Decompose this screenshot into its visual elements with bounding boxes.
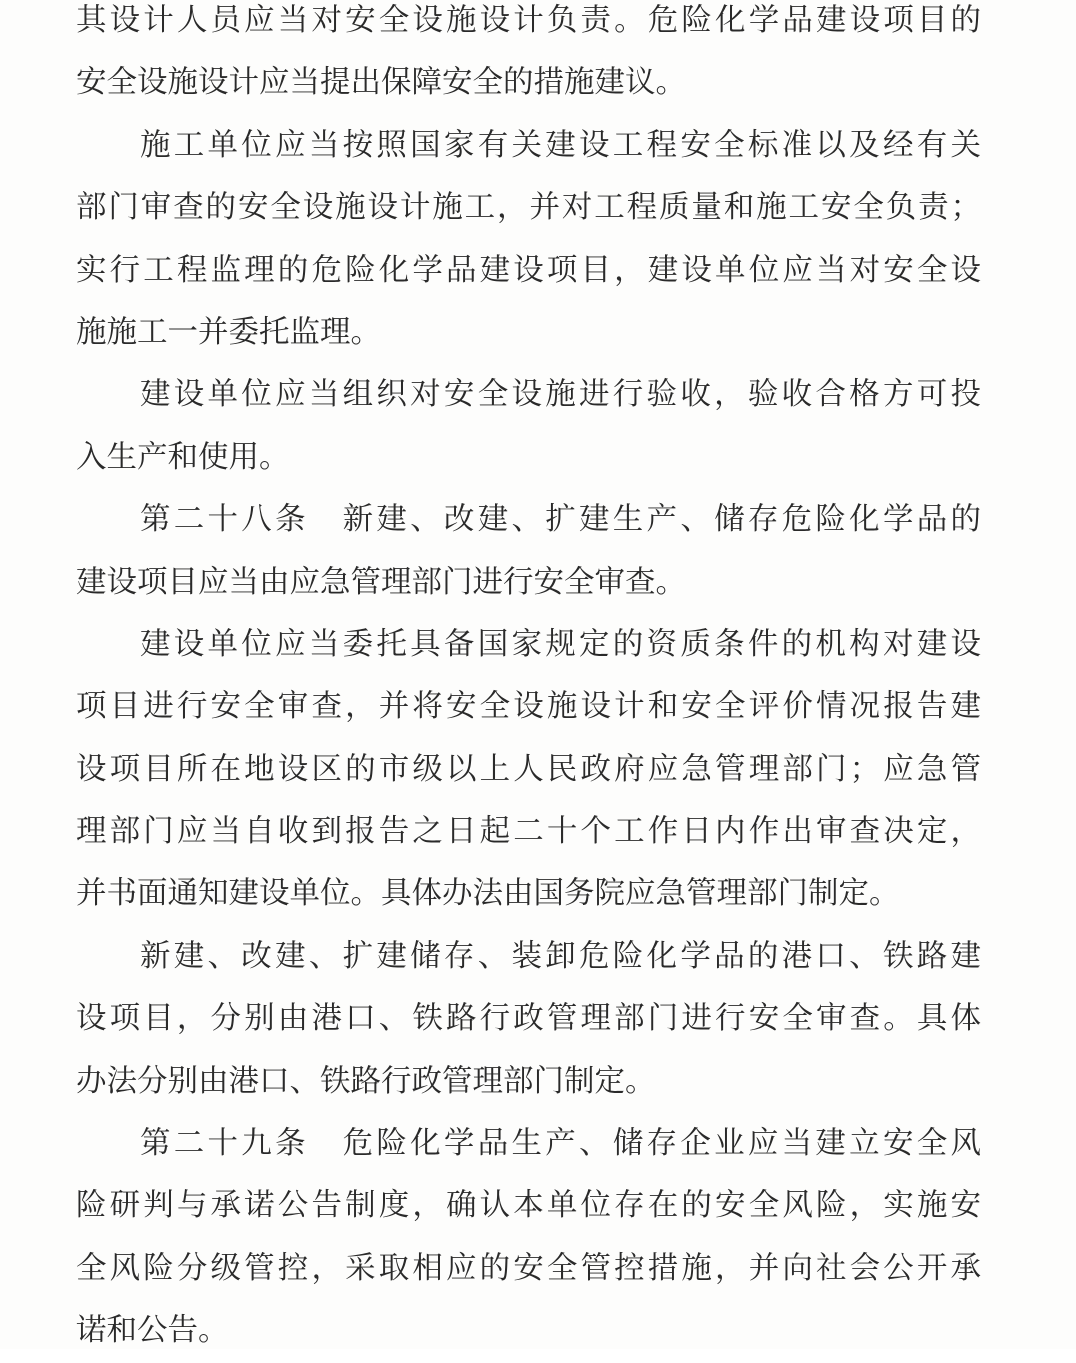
text-line: 建设项目应当由应急管理部门进行安全审查。 bbox=[76, 564, 686, 600]
text-line: 项目进行安全审查，并将安全设施设计和安全评价情况报告建 bbox=[76, 689, 981, 725]
text-line: 其设计人员应当对安全设施设计负责。危险化学品建设项目的 bbox=[76, 3, 981, 38]
text-line: 新建、改建、扩建储存、装卸危险化学品的港口、铁路建 bbox=[140, 938, 981, 974]
text-line: 实行工程监理的危险化学品建设项目，建设单位应当对安全设 bbox=[76, 252, 981, 288]
text-line: 险研判与承诺公告制度，确认本单位存在的安全风险，实施安 bbox=[76, 1188, 981, 1224]
text-line: 建设单位应当委托具备国家规定的资质条件的机构对建设 bbox=[140, 626, 981, 662]
text-line: 部门审查的安全设施设计施工，并对工程质量和施工安全负责； bbox=[76, 190, 981, 226]
text-line: 并书面通知建设单位。具体办法由国务院应急管理部门制定。 bbox=[76, 876, 900, 912]
text-line: 建设单位应当组织对安全设施进行验收，验收合格方可投 bbox=[140, 377, 981, 413]
text-line: 安全设施设计应当提出保障安全的措施建议。 bbox=[76, 65, 686, 101]
text-line: 理部门应当自收到报告之日起二十个工作日内作出审查决定， bbox=[76, 814, 981, 850]
text-line: 办法分别由港口、铁路行政管理部门制定。 bbox=[76, 1063, 656, 1099]
text-line: 诺和公告。 bbox=[76, 1313, 229, 1349]
text-line: 施施工一并委托监理。 bbox=[76, 314, 381, 350]
text-line: 设项目所在地设区的市级以上人民政府应急管理部门；应急管 bbox=[76, 751, 981, 787]
text-line: 施工单位应当按照国家有关建设工程安全标准以及经有关 bbox=[140, 127, 981, 163]
text-line: 入生产和使用。 bbox=[76, 439, 290, 475]
article-heading-line: 第二十八条 新建、改建、扩建生产、储存危险化学品的 bbox=[140, 502, 981, 538]
text-line: 设项目，分别由港口、铁路行政管理部门进行安全审查。具体 bbox=[76, 1001, 981, 1037]
article-heading-line: 第二十九条 危险化学品生产、储存企业应当建立安全风 bbox=[140, 1126, 981, 1162]
document-body bbox=[76, 0, 981, 1363]
text-line: 全风险分级管控，采取相应的安全管控措施，并向社会公开承 bbox=[76, 1250, 981, 1286]
